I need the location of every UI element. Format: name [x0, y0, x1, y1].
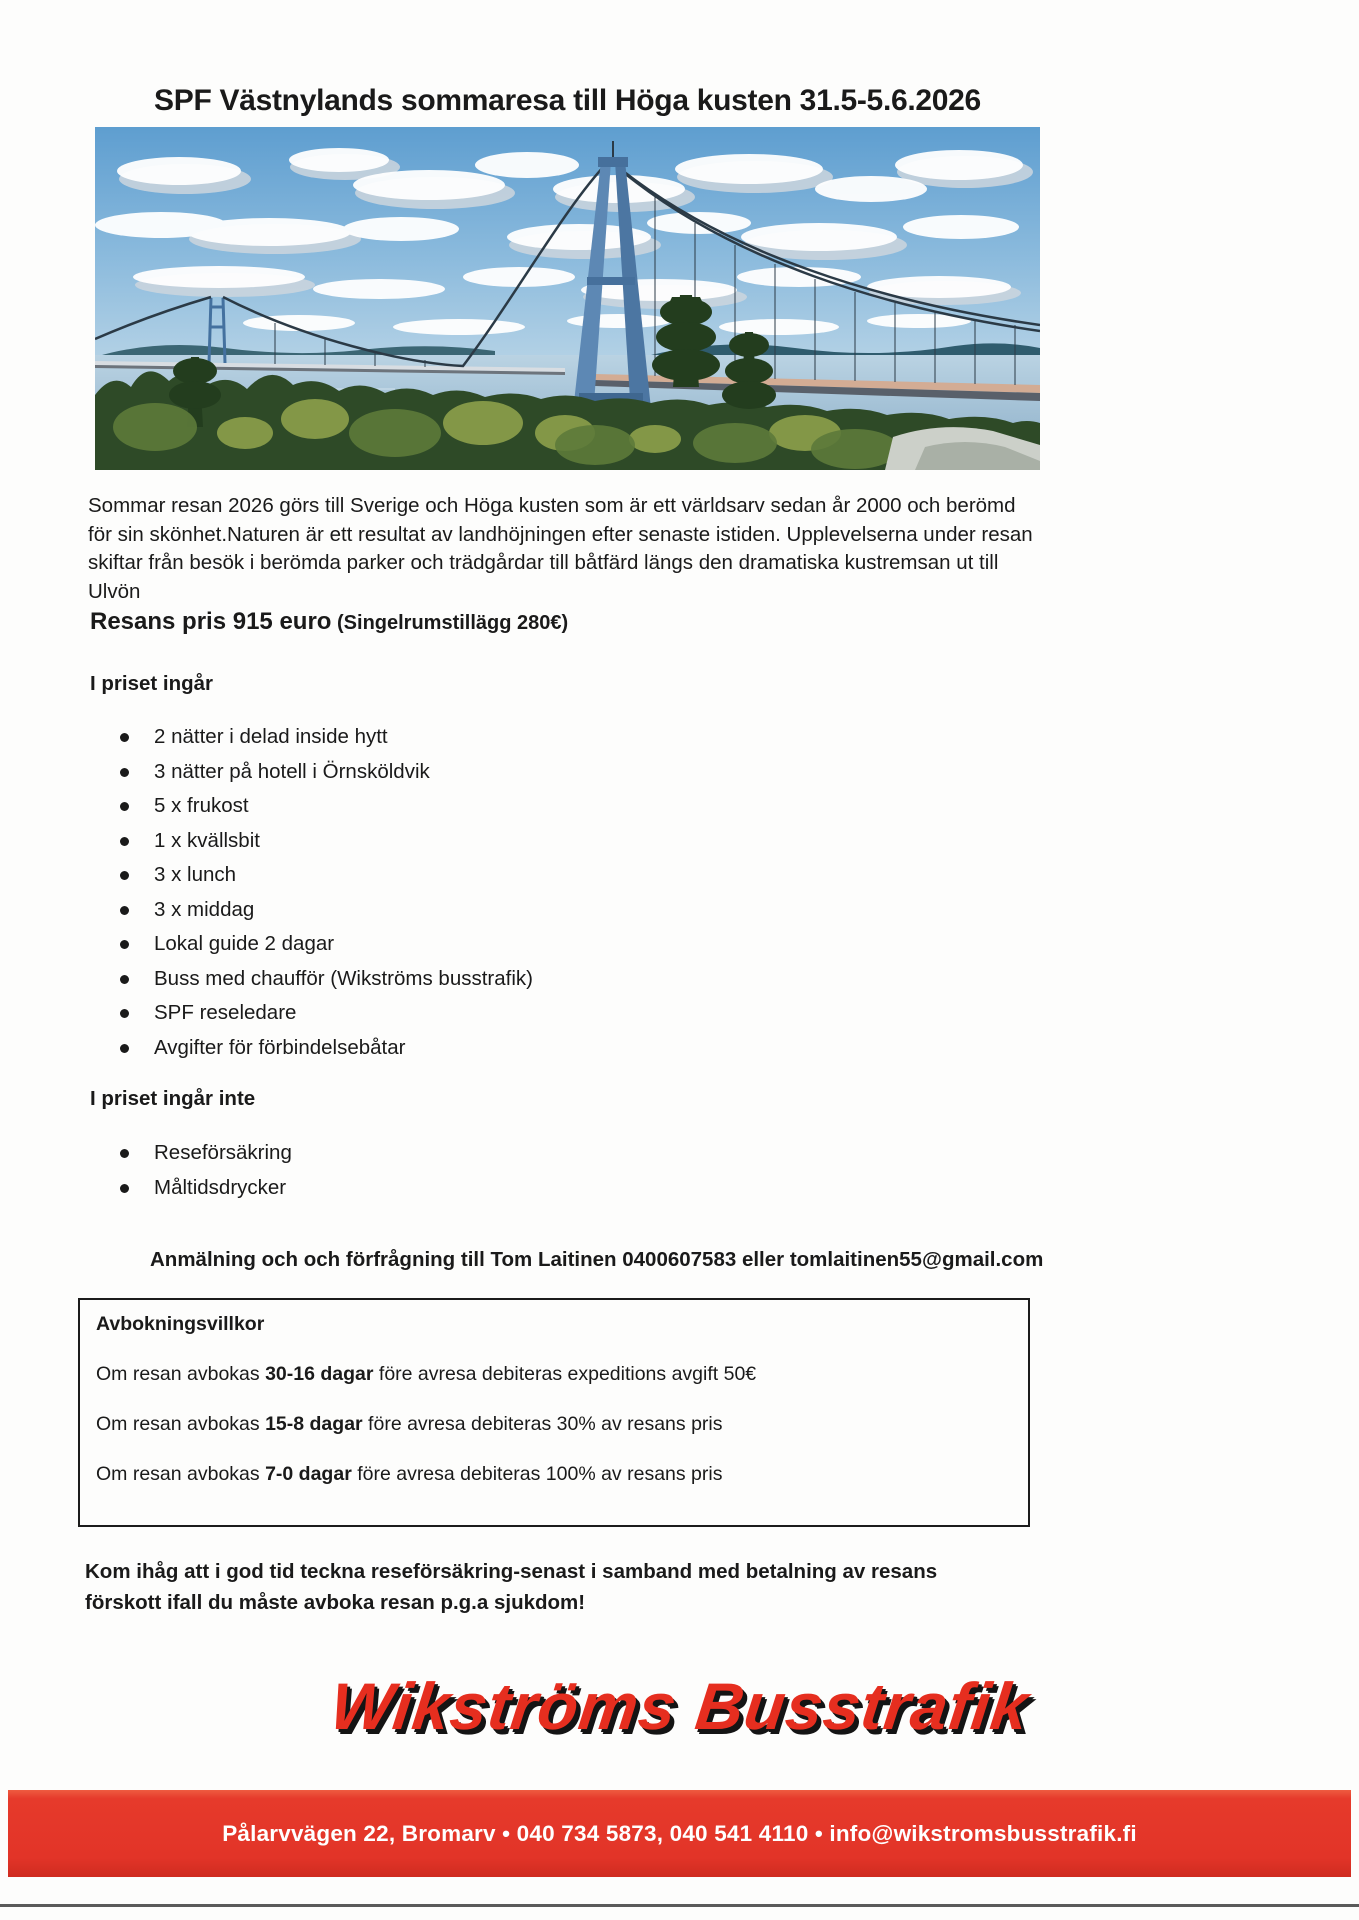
bullet-icon: [120, 1009, 129, 1018]
rule-bold: 15-8 dagar: [265, 1413, 363, 1435]
insurance-reminder: Kom ihåg att i god tid teckna reseförsäkring-senast i samband med betalning av resans förskott ifall du måste avboka resan p.g.a sjukdom!: [85, 1560, 938, 1614]
list-item: [120, 761, 533, 783]
list-item-label: Avgifter för förbindelsebåtar: [154, 1035, 406, 1059]
list-item-label: 1 x kvällsbit: [154, 828, 260, 852]
rule-text: före avresa debiteras expeditions avgift 50€: [373, 1363, 757, 1385]
list-item-label: 3 x middag: [154, 897, 255, 921]
list-item: [120, 1037, 533, 1059]
cancellation-heading: Avbokningsvillkor: [96, 1313, 265, 1335]
included-list: [120, 726, 533, 1071]
price-line: [90, 608, 568, 636]
cancellation-box: [78, 1298, 1030, 1527]
list-item-label: Måltidsdrycker: [154, 1175, 287, 1199]
rule-text: Om resan avbokas: [96, 1363, 266, 1385]
list-item-label: 2 nätter i delad inside hytt: [154, 725, 388, 748]
cancellation-rule: [96, 1363, 1012, 1386]
list-item: [120, 1142, 292, 1164]
cancellation-rule: [96, 1463, 1012, 1486]
list-item: [120, 830, 533, 852]
included-heading: I priset ingår: [90, 672, 214, 695]
bullet-icon: [120, 1044, 129, 1053]
list-item: [120, 726, 533, 748]
footer-contact-info: Pålarvvägen 22, Bromarv • 040 734 5873, 040 541 4110 • info@wikstromsbusstrafik.fi: [222, 1820, 1137, 1846]
bullet-icon: [120, 871, 129, 880]
bullet-icon: [120, 837, 129, 846]
list-item-label: Lokal guide 2 dagar: [154, 932, 335, 955]
contact-line: Anmälning och och förfrågning till Tom Laitinen 0400607583 eller tomlaitinen55@gmail.com: [150, 1248, 1044, 1271]
price-supplement: (Singelrumstillägg 280€): [331, 612, 569, 634]
list-item: [120, 1002, 533, 1024]
rule-text: före avresa debiteras 30% av resans pris: [362, 1413, 723, 1435]
bridge-photo-illustration: [95, 127, 1040, 470]
list-item-label: 5 x frukost: [154, 794, 249, 817]
bullet-icon: [120, 906, 129, 915]
list-item-label: Buss med chaufför (Wikströms busstrafik): [154, 966, 533, 990]
list-item: [120, 899, 533, 921]
bullet-icon: [120, 940, 129, 949]
bridge-photo: [95, 127, 1040, 470]
price-main: Resans pris 915 euro: [90, 608, 332, 635]
list-item: [120, 1177, 292, 1199]
rule-bold: 30-16 dagar: [265, 1363, 374, 1385]
not-included-heading: I priset ingår inte: [90, 1087, 256, 1110]
page-title: SPF Västnylands sommaresa till Höga kusten 31.5-5.6.2026: [154, 84, 981, 117]
list-item-label: 3 x lunch: [154, 863, 237, 886]
rule-text: Om resan avbokas: [96, 1463, 266, 1485]
company-logo: Wikströms Busstrafik: [325, 1669, 1034, 1743]
bullet-icon: [120, 1184, 129, 1193]
bullet-icon: [120, 975, 129, 984]
list-item: [120, 795, 533, 817]
list-item-label: SPF reseledare: [154, 1001, 297, 1024]
list-item: [120, 968, 533, 990]
bullet-icon: [120, 733, 129, 742]
rule-text: före avresa debiteras 100% av resans pris: [351, 1463, 723, 1485]
bullet-icon: [120, 1149, 129, 1158]
intro-paragraph: Sommar resan 2026 görs till Sverige och Höga kusten som är ett världsarv sedan år 2000 och berömd för sin skönhet.Naturen är ett resultat av landhöjningen efter senaste istiden. Upplevelserna under resan skiftar från besök i berömda parker och trädgårdar till båtfärd längs den dramatiska kustremsan ut till Ulvön: [88, 494, 1033, 603]
footer-bar: [8, 1790, 1351, 1877]
bullet-icon: [120, 768, 129, 777]
scan-edge-line: [0, 1904, 1359, 1907]
rule-text: Om resan avbokas: [96, 1413, 266, 1435]
rule-bold: 7-0 dagar: [265, 1463, 352, 1485]
list-item: [120, 864, 533, 886]
cancellation-rule: [96, 1413, 1012, 1436]
not-included-list: [120, 1142, 292, 1211]
bullet-icon: [120, 802, 129, 811]
company-logo-wrap: [0, 1668, 1359, 1744]
list-item-label: Reseförsäkring: [154, 1141, 292, 1164]
list-item-label: 3 nätter på hotell i Örnsköldvik: [154, 759, 430, 783]
list-item: [120, 933, 533, 955]
